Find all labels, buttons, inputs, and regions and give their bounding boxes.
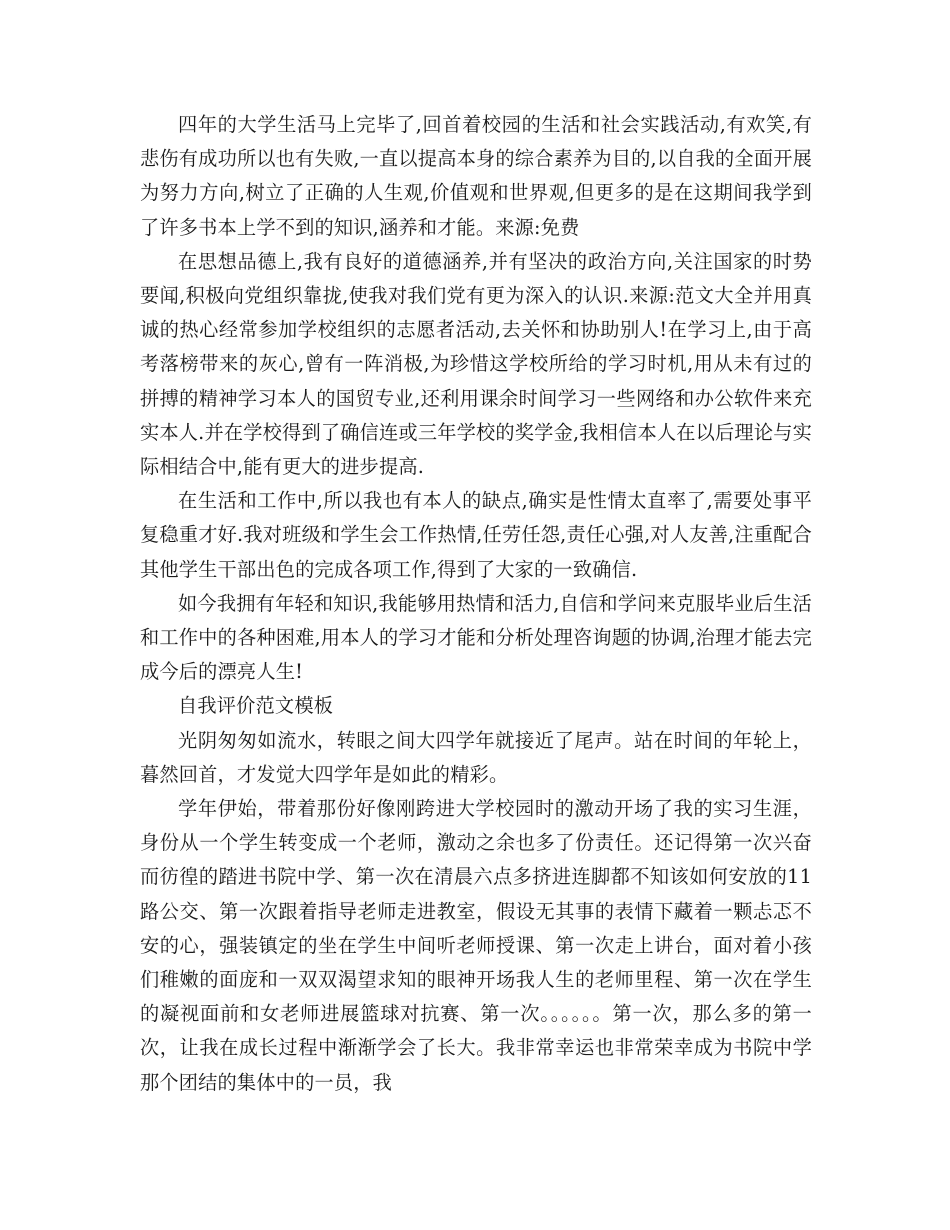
section-heading: 自我评价范文模板 [178,694,334,718]
paragraph-life-work: 在生活和工作中,所以我也有本人的缺点,确实是性情太直率了,需要处事平复稳重才好.我对班级和学生会工作热情,任劳任怨,责任心强,对人友善,注重配合其他学生干部出色的完成各项工作,得到了大家的一致确信. [140,489,812,581]
paragraph-time-flies: 光阴匆匆如流水，转眼之间大四学年就接近了尾声。站在时间的年轮上，暮然回首，才发觉大四学年是如此的精彩。 [140,728,812,786]
paragraph-internship: 学年伊始，带着那份好像刚跨进大学校园时的激动开场了我的实习生涯，身份从一个学生转变成一个老师，激动之余也多了份责任。还记得第一次兴奋而彷徨的踏进书院中学、第一次在清晨六点多挤进连脚都不知该如何安放的11路公交、第一次跟着指导老师走进教室，假设无其事的表情下藏着一颗忐忑不安的心，强装镇定的坐在学生中间听老师授课、第一次走上讲台，面对着小孩们稚嫩的面庞和一双双渴望求知的眼神开场我人生的老师里程、第一次在学生的凝视面前和女老师进展篮球对抗赛、第一次。。。。。。第一次，那么多的第一次，让我在成长过程中渐渐学会了长大。我非常幸运也非常荣幸成为书院中学那个团结的集体中的一员，我 [140,797,812,1094]
paragraph-summary: 四年的大学生活马上完毕了,回首着校园的生活和社会实践活动,有欢笑,有悲伤有成功所以也有失败,一直以提高本身的综合素养为目的,以自我的全面开展为努力方向,树立了正确的人生观,价值观和世界观,但更多的是在这期间我学到了许多书本上学不到的知识,涵养和才能。来源:免费 [140,113,812,239]
paragraph-moral-study: 在思想品德上,我有良好的道德涵养,并有坚决的政治方向,关注国家的时势要闻,积极向党组织靠拢,使我对我们党有更为深入的认识.来源:范文大全并用真诚的热心经常参加学校组织的志愿者活动,去关怀和协助别人!在学习上,由于高考落榜带来的灰心,曾有一阵消极,为珍惜这学校所给的学习时机,用从未有过的拼搏的精神学习本人的国贸专业,还利用课余时间学习一些网络和办公软件来充实本人.并在学校得到了确信连或三年学校的奖学金,我相信本人在以后理论与实际相结合中,能有更大的进步提高. [140,249,812,479]
paragraph-future: 如今我拥有年轻和知识,我能够用热情和活力,自信和学问来克服毕业后生活和工作中的各种困难,用本人的学习才能和分析处理咨询题的协调,治理才能去完成今后的漂亮人生! [140,591,812,684]
document-page [140,108,812,1100]
